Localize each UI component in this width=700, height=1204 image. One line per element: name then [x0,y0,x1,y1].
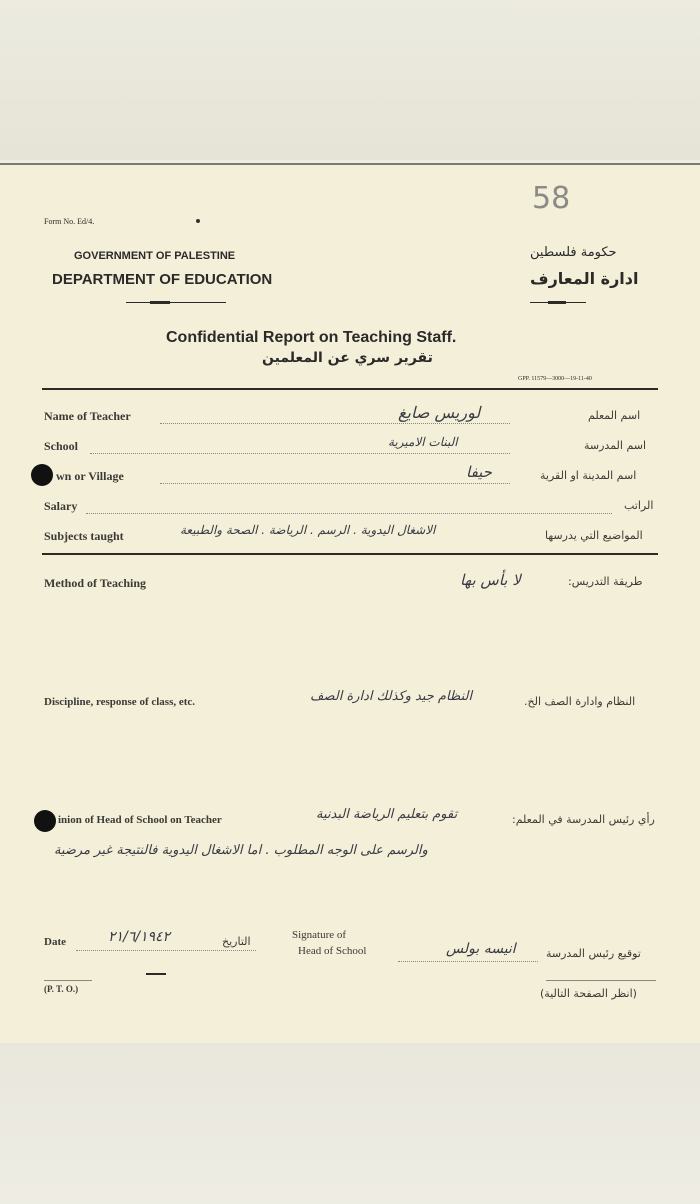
salary-label-ar: الراتب [624,499,654,512]
opinion-value-line2: والرسم على الوجه المطلوب . اما الاشغال اليدوية فالنتيجة غير مرضية [54,843,428,858]
footer-mark [146,973,166,975]
teacher-name-value: لوريس صايغ [398,403,481,422]
pto-rule [44,980,92,981]
government-heading-en: GOVERNMENT OF PALESTINE [74,250,236,262]
heading-underline-en-bold [150,301,170,304]
photo-background-bottom [0,1042,700,1204]
teacher-name-line [160,423,510,424]
opinion-label-en: inion of Head of School on Teacher [58,814,222,826]
department-heading-ar: ادارة المعارف [530,269,639,288]
teacher-name-label-en: Name of Teacher [44,409,131,423]
date-value: ٢١/٦/١٩٤٢ [108,929,171,945]
pto-label: (P. T. O.) [44,984,79,994]
punch-hole-bottom [34,810,56,832]
signature-line [398,961,538,962]
town-line [160,483,510,484]
government-heading-ar: حكومة فلسطين [530,245,617,260]
method-value: لا بأس بها [460,571,521,589]
method-label-en: Method of Teaching [44,576,147,590]
school-label-ar: اسم المدرسة [584,439,647,452]
school-label-en: School [44,439,79,453]
subjects-label-en: Subjects taught [44,529,124,543]
form-number: Form No. Ed/4. [44,217,95,226]
signature-label-en-1: Signature of [292,929,347,941]
town-label-en: wn or Village [56,469,124,483]
town-label-ar: اسم المدينة او القرية [540,469,637,482]
report-form [0,163,700,1043]
discipline-value: النظام جيد وكذلك ادارة الصف [310,689,473,704]
signature-value: انيسه بولس [446,941,516,957]
subjects-value: الاشغال اليدوية . الرسم . الرياضة . الصحة والطبيعة [180,523,436,537]
signature-label-en-2: Head of School [298,945,367,957]
date-label-ar: التاريخ [222,935,251,948]
opinion-value-line1: تقوم بتعليم الرياضة البدنية [316,807,458,822]
date-label-en: Date [44,936,66,948]
method-label-ar: طريقة التدريس: [568,575,643,588]
next-page-rule [546,980,656,981]
school-line [90,453,510,454]
salary-label-en: Salary [44,499,78,513]
discipline-label-en: Discipline, response of class, etc. [44,696,196,708]
print-code: GPP. 11579—3000—19-11-40 [518,376,592,382]
town-value: حيفا [466,463,492,481]
page-number: 58 [532,181,571,216]
next-page-label-ar: (انظر الصفحة التالية) [540,987,637,1000]
photo-background-top [0,0,700,160]
teacher-name-label-ar: اسم المعلم [588,409,641,422]
school-value: البنات الاميرية [388,435,458,449]
fields-divider [42,553,658,555]
heading-underline-en [126,302,226,303]
punch-hole-top [31,464,53,486]
subjects-label-ar: المواضيع التي يدرسها [545,529,643,542]
signature-label-ar: توقيع رئيس المدرسة [546,947,641,960]
title-divider [42,388,658,390]
date-line [76,950,256,951]
mark-dot [196,219,200,223]
salary-line [86,513,612,514]
report-title-ar: تقرير سري عن المعلمين [262,350,433,366]
department-heading-en: DEPARTMENT OF EDUCATION [52,271,273,288]
heading-underline-ar-bold [548,301,566,304]
opinion-label-ar: رأي رئيس المدرسة في المعلم: [512,813,655,826]
discipline-label-ar: النظام وادارة الصف الخ. [524,695,636,708]
report-title-en: Confidential Report on Teaching Staff. [166,329,457,346]
